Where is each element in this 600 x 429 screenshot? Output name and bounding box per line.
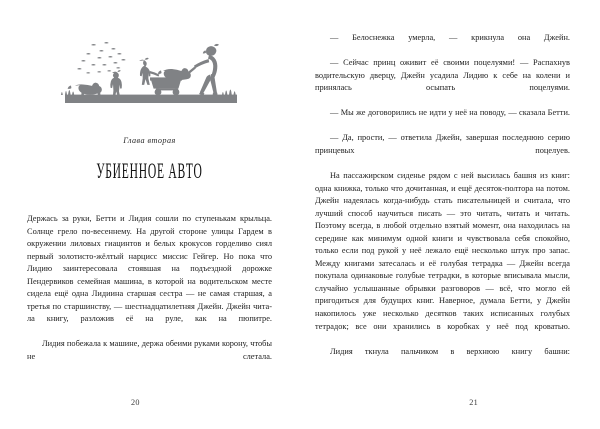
paragraph: Держась за руки, Бетти и Лидия сошли по ступенькам крыльца. Солнце грело по-весеннему. На другой стороне улицы Гардем в окружении лиловых гиацинтов и белых крокусов горделиво сиял первый золотисто-жёлтый нарцисс миссис Гейгер. Но пока что Лидию заинтересовала стоявшая на подъездной дорожке Пендервиков семейная машина, в которой на водительском месте сидела ещё одна Лидиина старшая сестра — не самая старшая, а третья по старшинству, — шестнадцатилетняя Джейн. Джейн читала книгу, разложив её на руле, как на пюпитре. <box>27 214 272 324</box>
page-number-left: 20 <box>131 398 140 407</box>
paragraph: — Мы же договорились не идти у неё на поводу, — сказала Бетти. <box>330 108 570 118</box>
page-number-right: 21 <box>469 398 478 407</box>
paragraph: — Белоснежка умерла, — крикнула она Джейн. <box>330 33 570 42</box>
chapter-title: УБИЕННОЕ АВТО <box>96 158 203 184</box>
paragraph: — Да, прости, — ответила Джейн, завершая последнюю серию принцевых поцелуев. <box>315 133 570 155</box>
paragraph: На пассажирском сиденье рядом с ней высилась башня из книг: одна книжка, только что дочитанная, и ещё десяток-полтора на потом. Джейн надеялась когда-нибудь стать писательницей и считала, что лучший способ научиться писать — это читать, читать и читать. Поэтому всегда, в любой отдельно взятый момент, она находилась на середине как минимум одной книги и чувствовала себя спокойно, только если под рукой у неё лежало ещё несколько штук про запас. Между книгами затесалась и её голубая тетрадка — Джейн всегда покупала одинаковые голубые тетрадки, в которые вписывала мысли, случайно услышанные обрывки разговоров — всё, что могло ей пригодиться для будущих книг. Наверное, думала Бетти, у Джейн накопилось уже несколько десятков таких исписанных голубых тетрадок; все они хранились в коробках у неё под кроватью. <box>315 171 570 331</box>
left-page-body <box>27 213 272 376</box>
right-page-body <box>315 32 570 371</box>
paragraph: Лидия побежала к машине, держа обеими руками корону, чтобы не слетала. <box>27 339 272 362</box>
chapter-eyebrow: Глава вторая <box>123 136 176 145</box>
chapter-silhouette-illustration <box>27 0 272 112</box>
paragraph: — Сейчас принц оживит её своими поцелуями! — Распахнув водительскую дверцу, Джейн усадила Лидию к себе на колени и принялась осыпать поцелуями. <box>315 58 570 93</box>
paragraph: Лидия ткнула пальчиком в верхнюю книгу башни: <box>330 346 570 356</box>
right-page <box>300 0 600 429</box>
